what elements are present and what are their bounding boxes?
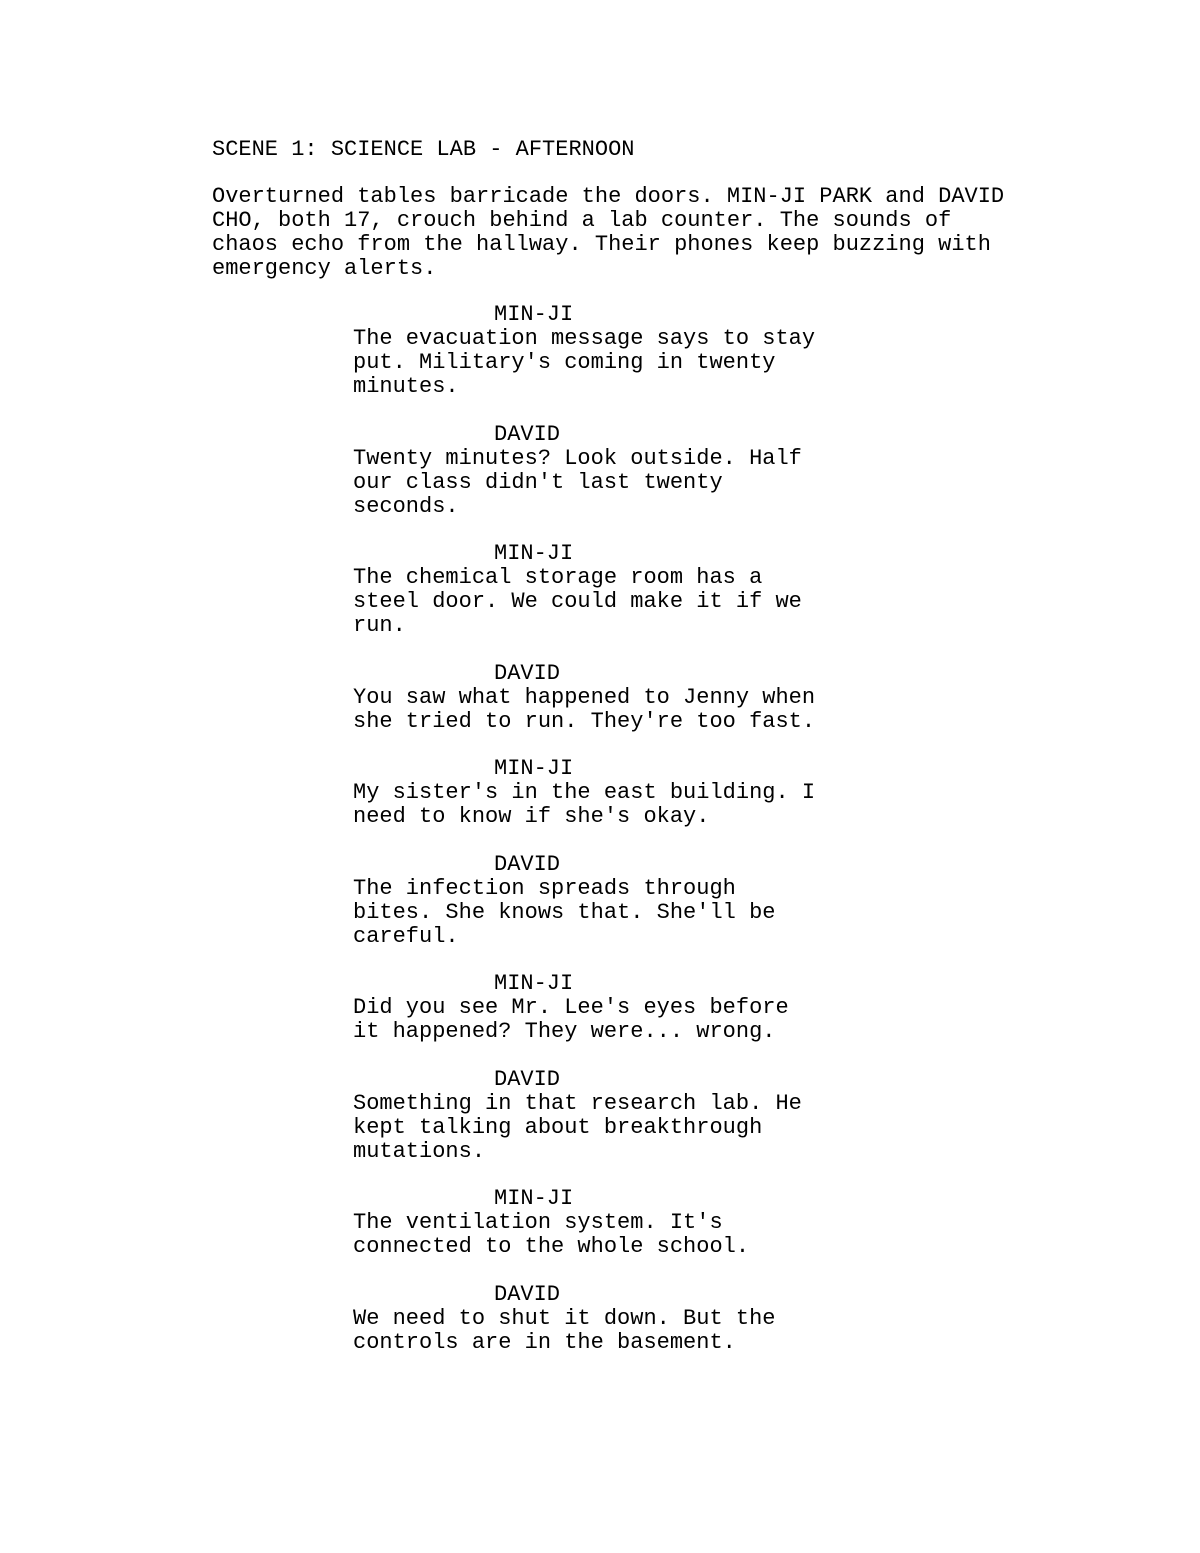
action-paragraph <box>212 185 1052 281</box>
character-name: MIN-JI <box>494 756 574 781</box>
dialogue-block <box>353 423 873 519</box>
dialogue-block <box>353 1187 873 1259</box>
dialogue-line: The infection spreads through <box>353 875 736 901</box>
dialogue-block <box>353 1068 873 1164</box>
character-name: DAVID <box>494 851 561 877</box>
dialogue-block <box>353 542 873 638</box>
action-line: CHO, both 17, crouch behind a lab counter. The sounds of <box>212 208 952 233</box>
dialogue-line: Something in that research lab. He <box>353 1090 802 1116</box>
dialogue-line: The ventilation system. It's <box>353 1210 723 1235</box>
dialogue-line: she tried to run. They're too fast. <box>353 708 816 734</box>
dialogue-line: We need to shut it down. But the <box>353 1305 776 1331</box>
dialogue-block <box>353 662 873 734</box>
dialogue-line: run. <box>353 613 406 638</box>
dialogue-line: careful. <box>353 923 459 949</box>
action-line: emergency alerts. <box>212 256 437 281</box>
dialogue-line: controls are in the basement. <box>353 1329 736 1355</box>
character-name: MIN-JI <box>494 1186 574 1211</box>
dialogue-block <box>353 757 873 829</box>
character-name: MIN-JI <box>494 541 574 566</box>
character-name: DAVID <box>494 1281 561 1307</box>
dialogue-line: Twenty minutes? Look outside. Half <box>353 445 802 471</box>
character-name: MIN-JI <box>494 971 574 996</box>
character-name: MIN-JI <box>494 302 574 327</box>
dialogue-line: The chemical storage room has a <box>353 565 763 590</box>
dialogue-line: it happened? They were... wrong. <box>353 1019 776 1044</box>
character-name: DAVID <box>494 1066 561 1092</box>
dialogue-line: You saw what happened to Jenny when <box>353 684 816 710</box>
action-line: Overturned tables barricade the doors. MIN-JI PARK and DAVID <box>212 184 1005 209</box>
dialogue-block <box>353 853 873 949</box>
dialogue-line: kept talking about breakthrough <box>353 1114 763 1140</box>
character-name: DAVID <box>494 660 561 686</box>
dialogue-line: mutations. <box>353 1138 486 1164</box>
dialogue-list <box>353 303 873 1378</box>
dialogue-line: My sister's in the east building. I <box>353 780 816 805</box>
dialogue-block <box>353 972 873 1044</box>
dialogue-block <box>353 1283 873 1355</box>
dialogue-line: need to know if she's okay. <box>353 804 710 829</box>
dialogue-line: bites. She knows that. She'll be <box>353 899 776 925</box>
character-name: DAVID <box>494 421 561 447</box>
dialogue-line: The evacuation message says to stay <box>353 326 816 351</box>
dialogue-line: minutes. <box>353 374 459 399</box>
dialogue-line: Did you see Mr. Lee's eyes before <box>353 995 789 1020</box>
action-line: chaos echo from the hallway. Their phones keep buzzing with <box>212 232 991 257</box>
dialogue-block <box>353 303 873 399</box>
dialogue-line: put. Military's coming in twenty <box>353 350 776 375</box>
dialogue-line: steel door. We could make it if we <box>353 589 802 614</box>
dialogue-line: seconds. <box>353 493 459 519</box>
dialogue-line: our class didn't last twenty <box>353 469 723 495</box>
scene-heading: SCENE 1: SCIENCE LAB - AFTERNOON <box>212 137 635 162</box>
dialogue-line: connected to the whole school. <box>353 1234 750 1259</box>
